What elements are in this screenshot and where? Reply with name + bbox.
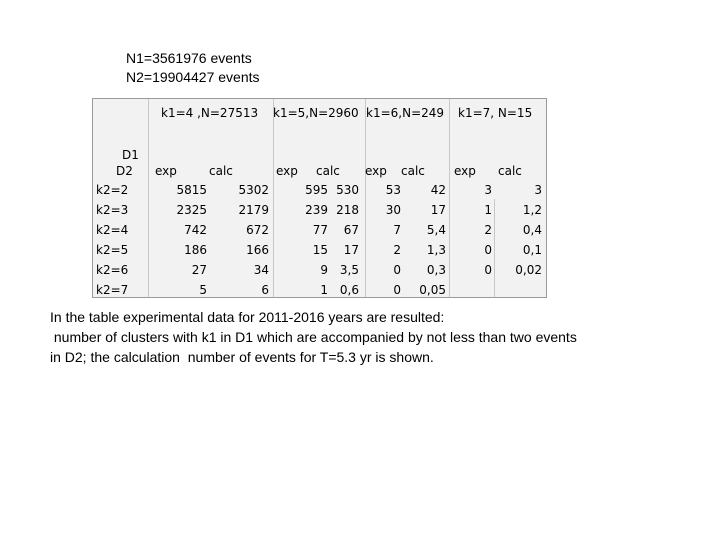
corner-d1: D1 bbox=[122, 148, 139, 162]
row-label-k2-6: k2=6 bbox=[96, 263, 129, 277]
caption-line-1: In the table experimental data for 2011-2016 years are resulted: bbox=[50, 309, 445, 325]
n2-events-text: N2=19904427 events bbox=[126, 69, 260, 85]
group-header-k1-7: k1=7, N=15 bbox=[458, 106, 533, 120]
sub-header-exp: exp bbox=[276, 164, 298, 178]
table-cell: 77 bbox=[312, 223, 328, 237]
sub-header-exp: exp bbox=[454, 164, 476, 178]
sub-header-calc: calc bbox=[209, 164, 233, 178]
table-cell: 0,4 bbox=[522, 223, 542, 237]
table-cell: 3 bbox=[534, 183, 542, 197]
sub-header-calc: calc bbox=[401, 164, 425, 178]
table-cell: 2325 bbox=[176, 203, 207, 217]
row-label-k2-2: k2=2 bbox=[96, 183, 129, 197]
table-cell: 186 bbox=[184, 243, 207, 257]
table-cell: 239 bbox=[305, 203, 328, 217]
table-cell: 67 bbox=[343, 223, 359, 237]
col-separator bbox=[494, 199, 495, 297]
table-cell: 0 bbox=[484, 243, 492, 257]
table-cell: 53 bbox=[385, 183, 401, 197]
table-cell: 2 bbox=[484, 223, 492, 237]
caption-line-3: in D2; the calculation number of events for T=5.3 yr is shown. bbox=[50, 349, 434, 365]
table-cell: 42 bbox=[430, 183, 446, 197]
col-separator bbox=[148, 99, 149, 297]
group-header-k1-5: k1=5,N=2960 bbox=[273, 106, 359, 120]
table-cell: 1,2 bbox=[522, 203, 542, 217]
col-separator bbox=[365, 99, 366, 297]
table-cell: 30 bbox=[385, 203, 401, 217]
results-table bbox=[92, 98, 547, 298]
table-cell: 27 bbox=[191, 263, 207, 277]
table-cell: 2179 bbox=[238, 203, 269, 217]
sub-header-exp: exp bbox=[155, 164, 177, 178]
corner-d2: D2 bbox=[116, 164, 133, 178]
row-label-k2-3: k2=3 bbox=[96, 203, 129, 217]
table-cell: 5815 bbox=[176, 183, 207, 197]
header-lines bbox=[126, 49, 260, 87]
footer-caption bbox=[50, 307, 690, 367]
table-cell: 5,4 bbox=[426, 223, 446, 237]
table-cell: 0 bbox=[393, 283, 401, 297]
table-cell: 3,5 bbox=[339, 263, 359, 277]
group-header-k1-6: k1=6,N=249 bbox=[366, 106, 445, 120]
table-cell: 5 bbox=[199, 283, 207, 297]
group-header-k1-4: k1=4 ,N=27513 bbox=[161, 106, 259, 120]
row-label-k2-7: k2=7 bbox=[96, 283, 129, 297]
table-cell: 6 bbox=[261, 283, 269, 297]
table-cell: 34 bbox=[253, 263, 269, 277]
table-cell: 17 bbox=[343, 243, 359, 257]
table-cell: 1 bbox=[484, 203, 492, 217]
table-cell: 5302 bbox=[238, 183, 269, 197]
table-cell: 1 bbox=[320, 283, 328, 297]
row-label-k2-5: k2=5 bbox=[96, 243, 129, 257]
col-separator bbox=[273, 99, 274, 297]
table-cell: 0,02 bbox=[515, 263, 542, 277]
table-cell: 0,3 bbox=[426, 263, 446, 277]
table-cell: 2 bbox=[393, 243, 401, 257]
table-cell: 7 bbox=[393, 223, 401, 237]
table-cell: 0,6 bbox=[339, 283, 359, 297]
table-cell: 530 bbox=[336, 183, 359, 197]
table-cell: 672 bbox=[246, 223, 269, 237]
table-cell: 15 bbox=[312, 243, 328, 257]
caption-line-2: number of clusters with k1 in D1 which are accompanied by not less than two events bbox=[50, 329, 577, 345]
table-cell: 9 bbox=[320, 263, 328, 277]
n1-events-text: N1=3561976 events bbox=[126, 50, 252, 66]
table-cell: 595 bbox=[305, 183, 328, 197]
sub-header-calc: calc bbox=[316, 164, 340, 178]
table-cell: 218 bbox=[336, 203, 359, 217]
row-label-k2-4: k2=4 bbox=[96, 223, 129, 237]
table-cell: 0 bbox=[393, 263, 401, 277]
table-cell: 3 bbox=[484, 183, 492, 197]
table-cell: 166 bbox=[246, 243, 269, 257]
sub-header-calc: calc bbox=[498, 164, 522, 178]
table-cell: 0,05 bbox=[419, 283, 446, 297]
table-cell: 0,1 bbox=[522, 243, 542, 257]
table-cell: 742 bbox=[184, 223, 207, 237]
col-separator bbox=[449, 99, 450, 297]
sub-header-exp: exp bbox=[365, 164, 387, 178]
table-cell: 17 bbox=[430, 203, 446, 217]
table-cell: 0 bbox=[484, 263, 492, 277]
table-cell: 1,3 bbox=[426, 243, 446, 257]
